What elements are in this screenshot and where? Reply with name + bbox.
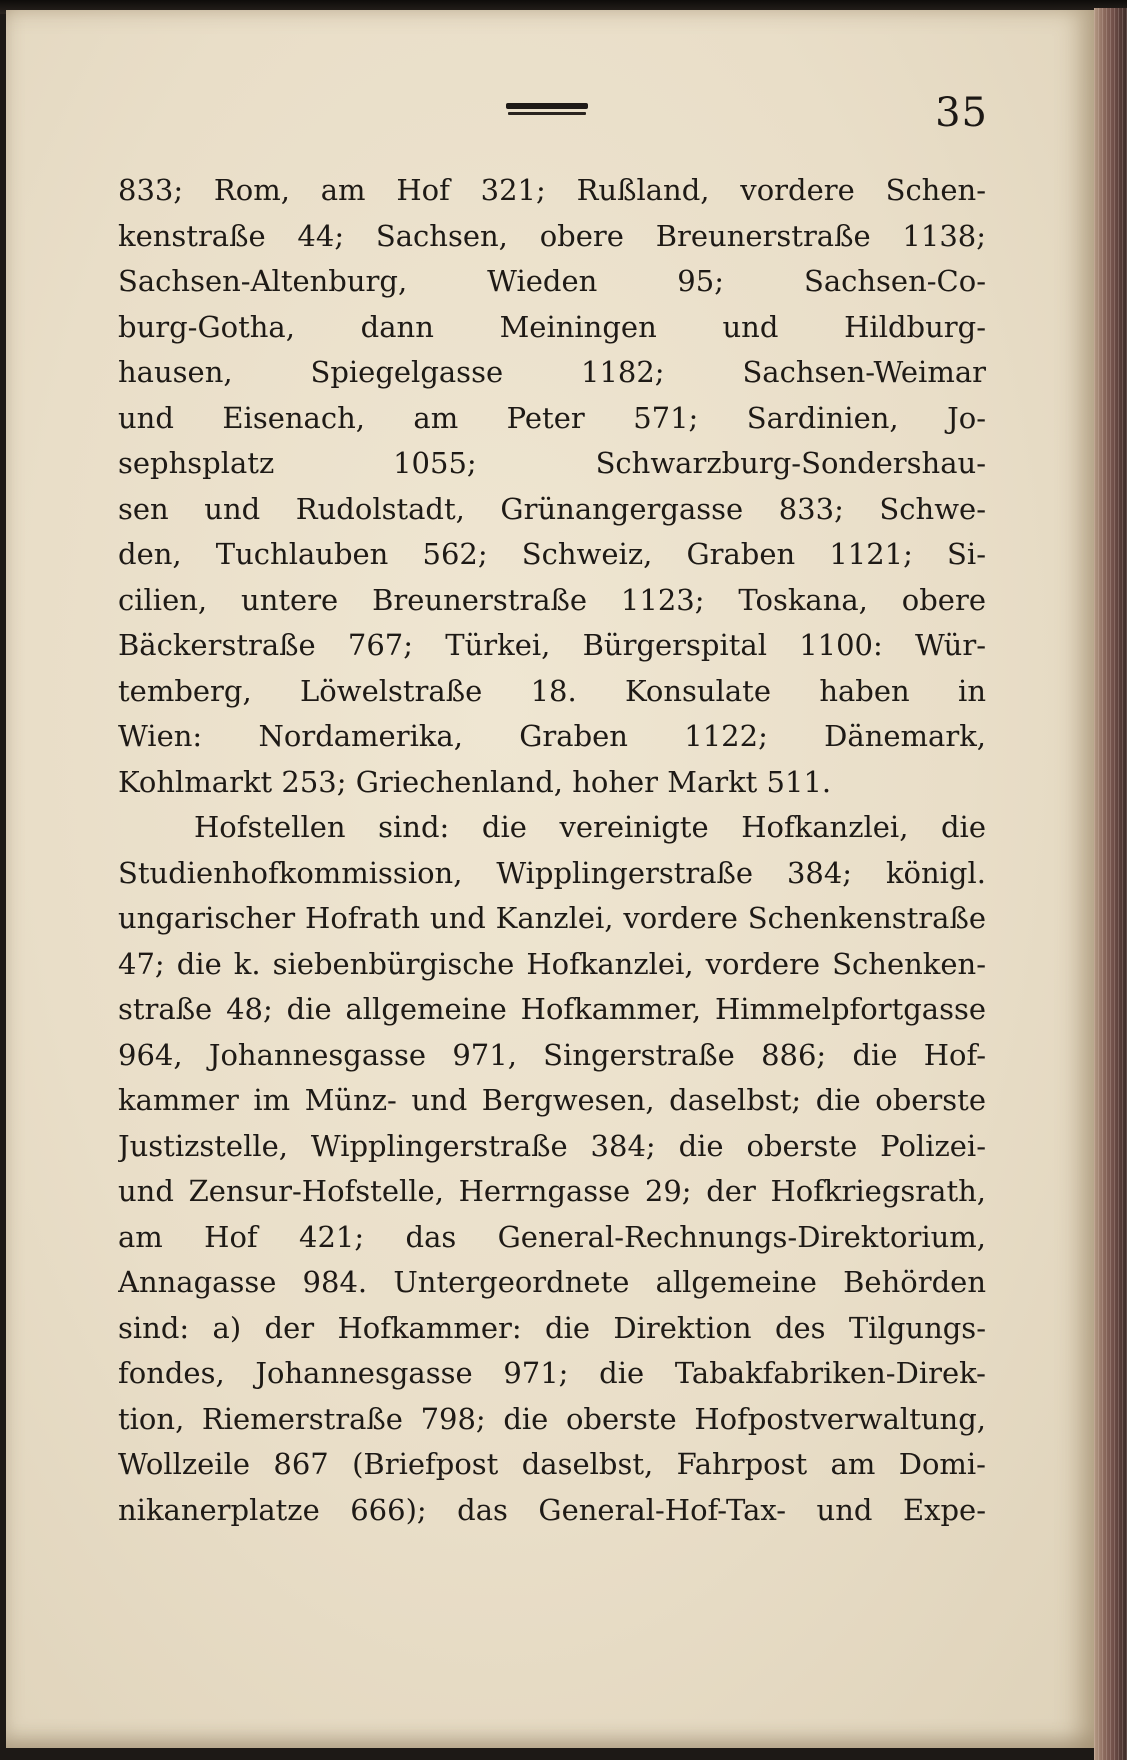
text-line: straße 48; die allgemeine Hofkammer, Himmelpfortgasse [118, 992, 986, 1026]
header-rule-thick-bar [506, 103, 588, 109]
text-line: ungarischer Hofrath und Kanzlei, vordere Schenkenstraße [118, 901, 986, 935]
text-line: kenstraße 44; Sachsen, obere Breunerstraße 1138; [118, 218, 986, 253]
text-line: Kohlmarkt 253; Griechenland, hoher Markt 511. [118, 764, 832, 799]
text-line: burg-Gotha, dann Meiningen und Hildburg- [118, 309, 986, 344]
text-line: nikanerplatze 666); das General-Hof-Tax- und Expe- [118, 1492, 986, 1527]
text-line: Annagasse 984. Untergeordnete allgemeine Behörden [118, 1265, 986, 1299]
page-block-edge [1094, 8, 1127, 1760]
header-ornament-rule [506, 103, 588, 117]
text-line: temberg, Löwelstraße 18. Konsulate haben in [118, 673, 986, 708]
text-line: den, Tuchlauben 562; Schweiz, Graben 1121; Si- [118, 537, 986, 571]
text-line: kammer im Münz- und Bergwesen, daselbst; die oberste [118, 1083, 986, 1117]
text-line: Wollzeile 867 (Briefpost daselbst, Fahrpost am Domi- [118, 1447, 986, 1481]
text-line: sen und Rudolstadt, Grünangergasse 833; Schwe- [118, 491, 986, 526]
text-line: fondes, Johannesgasse 971; die Tabakfabriken-Direk- [118, 1356, 986, 1390]
text-line: sephsplatz 1055; Schwarzburg-Sondershau- [118, 446, 986, 480]
text-line: und Zensur-Hofstelle, Herrngasse 29; der Hofkriegsrath, [118, 1174, 986, 1208]
text-line: Sachsen-Altenburg, Wieden 95; Sachsen-Co- [118, 264, 986, 298]
text-line: cilien, untere Breunerstraße 1123; Toskana, obere [118, 582, 986, 617]
header-rule-thin-bar [508, 112, 586, 115]
text-line: sind: a) der Hofkammer: die Direktion des Tilgungs- [118, 1310, 986, 1345]
text-line: am Hof 421; das General-Rechnungs-Direktorium, [118, 1219, 986, 1254]
text-line: 833; Rom, am Hof 321; Rußland, vordere Schen- [118, 173, 986, 207]
text-line: Bäckerstraße 767; Türkei, Bürgerspital 1100: Wür- [118, 628, 986, 662]
text-line: 47; die k. siebenbürgische Hofkanzlei, vordere Schenken- [118, 946, 986, 981]
body-text [118, 168, 986, 1533]
page-number: 35 [935, 90, 988, 136]
text-line: Wien: Nordamerika, Graben 1122; Dänemark, [118, 719, 986, 753]
text-line: und Eisenach, am Peter 571; Sardinien, Jo- [118, 400, 986, 435]
text-line: 964, Johannesgasse 971, Singerstraße 886; die Hof- [118, 1037, 986, 1072]
text-line: Studienhofkommission, Wipplingerstraße 384; königl. [118, 855, 986, 890]
text-line-paragraph-start: Hofstellen sind: die vereinigte Hofkanzlei, die [194, 810, 986, 844]
text-line: tion, Riemerstraße 798; die oberste Hofpostverwaltung, [118, 1401, 986, 1436]
text-line: Justizstelle, Wipplingerstraße 384; die oberste Polizei- [118, 1128, 986, 1163]
text-line: hausen, Spiegelgasse 1182; Sachsen-Weimar [118, 355, 986, 389]
